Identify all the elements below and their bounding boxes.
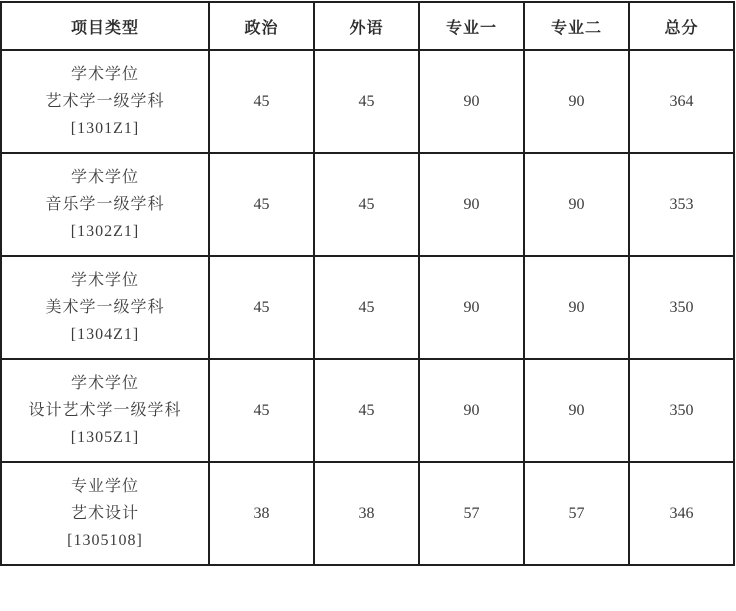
program-type-cell [1,50,209,153]
degree-type: 学术学位 [70,169,139,186]
major-one-score: 90 [419,50,524,153]
foreign-language-score: 38 [314,462,419,565]
discipline-name: 音乐学一级学科 [45,196,165,213]
major-two-score: 90 [524,256,629,359]
major-one-score: 90 [419,153,524,256]
politics-score: 45 [209,153,314,256]
total-score: 364 [629,50,734,153]
foreign-language-score: 45 [314,50,419,153]
discipline-name: 艺术学一级学科 [45,93,165,110]
discipline-name: 艺术设计 [70,505,139,522]
program-type-cell [1,256,209,359]
degree-type: 学术学位 [70,66,139,83]
table-row [1,462,734,565]
program-type-cell [1,153,209,256]
table-row [1,359,734,462]
major-one-score: 57 [419,462,524,565]
total-score: 350 [629,256,734,359]
politics-score: 45 [209,359,314,462]
column-header-politics: 政治 [209,2,314,50]
program-code: [1304Z1] [70,326,140,343]
degree-type: 学术学位 [70,272,139,289]
major-one-score: 90 [419,256,524,359]
program-code: [1301Z1] [70,120,140,137]
total-score: 353 [629,153,734,256]
politics-score: 38 [209,462,314,565]
column-header-program-type: 项目类型 [1,2,209,50]
total-score: 346 [629,462,734,565]
column-header-foreign-language: 外语 [314,2,419,50]
foreign-language-score: 45 [314,359,419,462]
major-two-score: 57 [524,462,629,565]
major-one-score: 90 [419,359,524,462]
discipline-name: 美术学一级学科 [45,299,165,316]
discipline-name: 设计艺术学一级学科 [28,402,182,419]
politics-score: 45 [209,256,314,359]
column-header-major-two: 专业二 [524,2,629,50]
major-two-score: 90 [524,153,629,256]
column-header-total: 总分 [629,2,734,50]
table-row [1,50,734,153]
major-two-score: 90 [524,359,629,462]
column-header-major-one: 专业一 [419,2,524,50]
table-row [1,256,734,359]
program-type-cell [1,359,209,462]
foreign-language-score: 45 [314,256,419,359]
major-two-score: 90 [524,50,629,153]
politics-score: 45 [209,50,314,153]
program-code: [1302Z1] [70,223,140,240]
program-code: [1305108] [67,532,143,549]
header-row [1,2,734,50]
degree-type: 学术学位 [70,375,139,392]
program-code: [1305Z1] [70,429,140,446]
table-row [1,153,734,256]
degree-type: 专业学位 [70,478,139,495]
program-type-cell [1,462,209,565]
foreign-language-score: 45 [314,153,419,256]
total-score: 350 [629,359,734,462]
score-table [0,1,735,566]
